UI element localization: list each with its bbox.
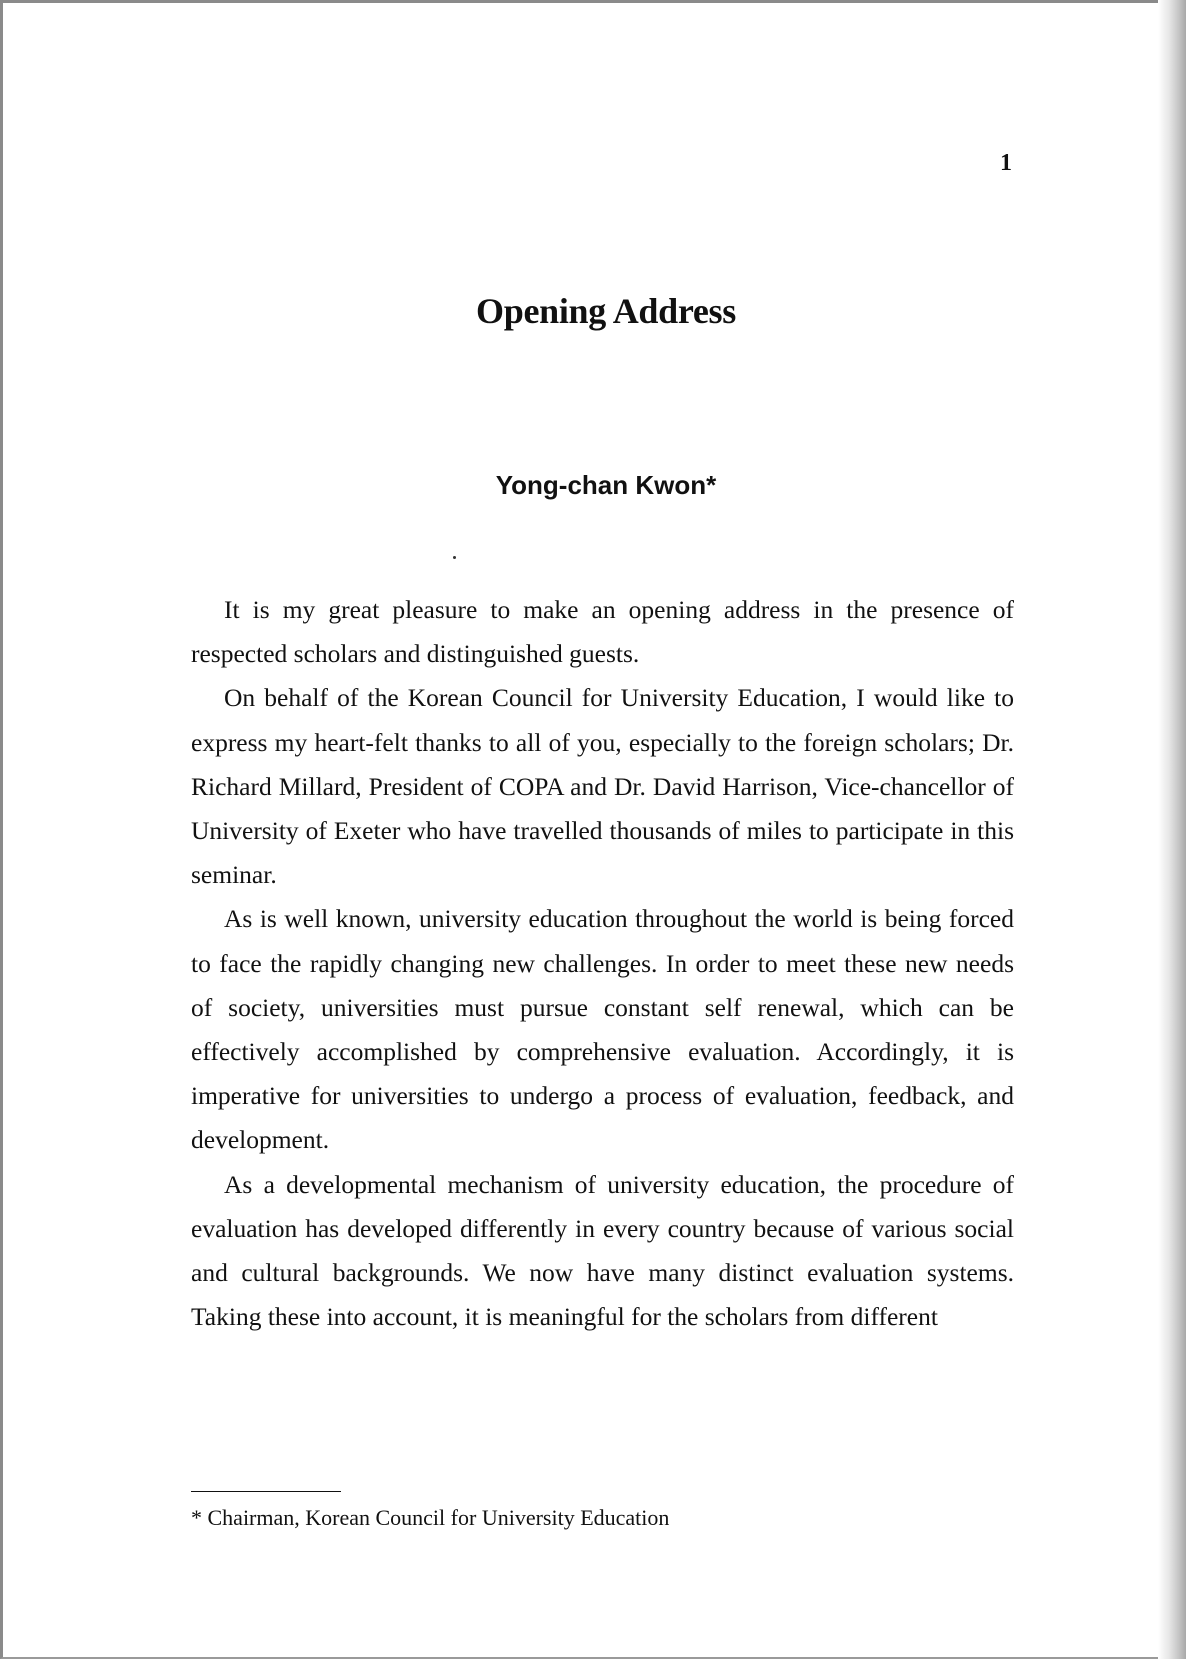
page-title: Opening Address — [476, 291, 736, 331]
page-number: 1 — [1000, 150, 1012, 176]
author-name: Yong-chan Kwon* — [495, 470, 717, 500]
scan-speck — [453, 556, 456, 559]
paragraph-3: As is well known, university education throughout the world is being forced to face the rapidly changing new challenges. In order to meet these new needs of society, universities must pursue constant self renewal, which can be effectively accomplished by comprehensive evaluation. Accordingly, it is imperative for universities to undergo a process of evaluation, feedback, and development. — [191, 904, 1014, 1155]
paragraph-1: It is my great pleasure to make an opening address in the presence of respected scholars and distinguished guests. — [191, 595, 1014, 669]
footnote: * Chairman, Korean Council for University Education — [191, 1505, 670, 1530]
paragraph-4: As a developmental mechanism of university education, the procedure of evaluation has developed differently in every country because of various social and cultural backgrounds. We now have many distinct evaluation systems. Taking these into account, it is meaningful for the scholars from different — [191, 1169, 1014, 1332]
page-edge-shadow — [1158, 0, 1186, 1659]
paragraph-2: On behalf of the Korean Council for University Education, I would like to express my heart-felt thanks to all of you, especially to the foreign scholars; Dr. Richard Millard, President of COPA and Dr. David Harrison, Vice-chancellor of University of Exeter who have travelled thousands of miles to participate in this seminar. — [191, 683, 1014, 890]
body-text — [191, 588, 1014, 1339]
footnote-divider — [191, 1491, 341, 1492]
